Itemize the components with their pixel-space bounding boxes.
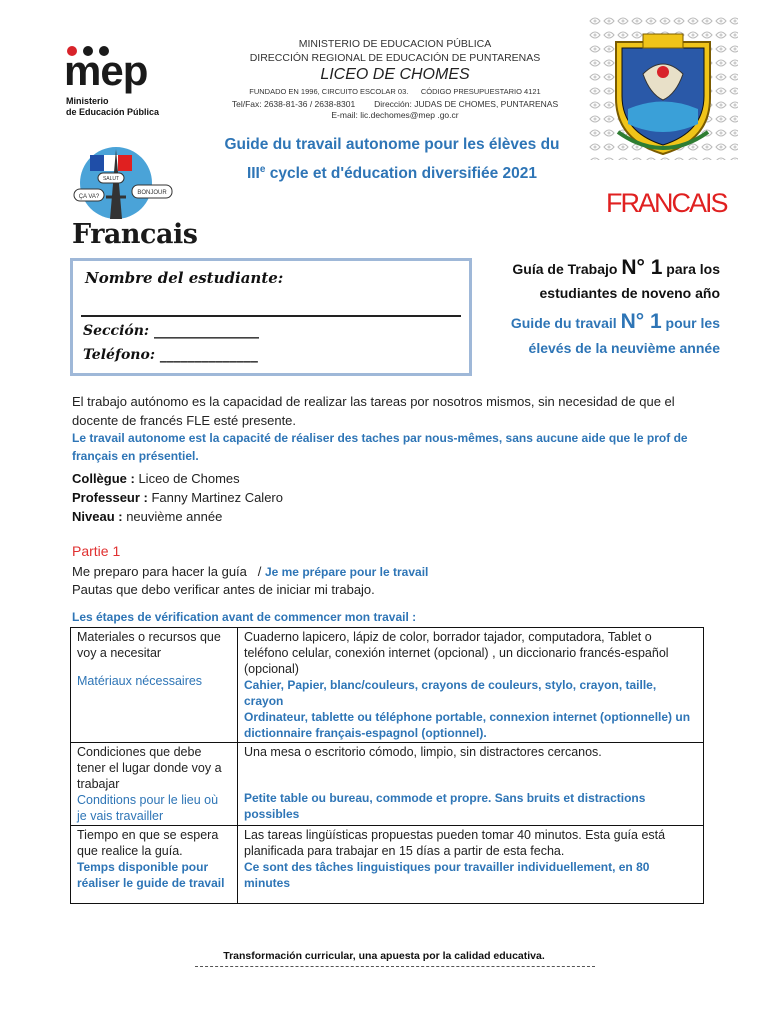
francais-logo-word: Francais xyxy=(72,219,198,250)
student-info-box xyxy=(70,258,472,376)
section-label: Sección: _______________ xyxy=(83,323,259,339)
francais-logo xyxy=(70,145,198,255)
guide-number-es: Guía de Trabajo N° 1 para los xyxy=(512,256,720,279)
bubble-ca-va: ÇA VA? xyxy=(78,194,100,200)
intro-es: El trabajo autónomo es la capacidad de realizar las tareas por nosotros mismos, sin necesidad de que el docente de francés FLE esté presente. xyxy=(72,394,675,428)
subject-title: FRANCAIS xyxy=(606,188,727,218)
guide-number-fr: Guide du travail N° 1 pour les xyxy=(510,310,720,333)
guide-audience-es: estudiantes de noveno año xyxy=(539,285,720,301)
eiffel-tower-icon xyxy=(70,145,186,225)
bubble-bonjour: BONJOUR xyxy=(137,190,167,196)
table-row xyxy=(71,628,704,743)
prep-line-2: Pautas que debo verificar antes de iniciar mi trabajo. xyxy=(72,582,375,597)
contact-line: Tel/Fax: 2638-81-36 / 2638-8301 Dirección: JUDAS DE CHOMES, PUNTARENAS xyxy=(231,99,559,109)
college-info: Collègue : Liceo de Chomes xyxy=(72,471,240,486)
guide-audience-fr: élevés de la neuvième année xyxy=(528,340,720,356)
bubble-salut: SALUT xyxy=(102,176,120,182)
table-cell-right: Una mesa o escritorio cómodo, limpio, sin distractores cercanos. Petite table ou bureau, commode et propre. Sans bruits et distractions possibles xyxy=(238,743,704,826)
verification-table xyxy=(70,627,704,904)
table-row xyxy=(71,743,704,826)
mep-logo-word: mep xyxy=(64,47,148,94)
table-cell-left: Tiempo en que se espera que realice la guía. Temps disponible pour réaliser le guide de travail xyxy=(71,826,238,904)
table-cell-left: Materiales o recursos que voy a necesitar Matériaux nécessaires xyxy=(71,628,238,743)
mep-logo-subtitle: Ministerio de Educación Pública xyxy=(66,96,160,117)
prep-line: Me preparo para hacer la guía / Je me prépare pour le travail xyxy=(72,564,429,579)
guide-title-line-2: IIIe cycle et d'éducation diversifiée 2021 xyxy=(246,164,538,183)
table-row xyxy=(71,826,704,904)
student-name-line xyxy=(81,315,461,317)
footer-text: Transformación curricular, una apuesta por la calidad educativa. xyxy=(223,950,545,962)
partie-title: Partie 1 xyxy=(72,543,121,559)
email-line: E-mail: lic.dechomes@mep .go.cr xyxy=(331,110,459,120)
level-info: Niveau : neuvième année xyxy=(72,509,223,524)
intro-fr: Le travail autonome est la capacité de réaliser des taches par nous-mêmes, sans aucune aide que le prof de français en présentiel. xyxy=(72,431,688,463)
table-cell-right: Cuaderno lapicero, lápiz de color, borrador tajador, computadora, Tablet o teléfono celular, conexión internet (opcional) , un diccionario francés-español (opcional) Cahier, Papier, blanc/couleurs, crayons de couleurs, stylo, crayon, taille, crayon Ordinateur, tablette ou téléphone portable, connexion internet (optionnelle) un dictionnaire français-espagnol (optionnel). xyxy=(238,628,704,743)
regional-direction-line: DIRECCIÓN REGIONAL DE EDUCACIÓN DE PUNTARENAS xyxy=(249,52,541,64)
mep-logo xyxy=(64,44,174,124)
school-name: LICEO DE CHOMES xyxy=(320,66,470,83)
guide-title-line-1: Guide du travail autonome pour les élèves du xyxy=(224,136,560,153)
ministry-line: MINISTERIO DE EDUCACION PÚBLICA xyxy=(298,38,492,50)
etapes-heading: Les étapes de vérification avant de commencer mon travail : xyxy=(72,610,417,624)
student-name-label: Nombre del estudiante: xyxy=(85,269,284,287)
footer-divider xyxy=(195,966,595,967)
founded-line: FUNDADO EN 1996, CIRCUITO ESCOLAR 03. CÓDIGO PRESUPUESTARIO 4121 xyxy=(249,87,541,96)
professor-info: Professeur : Fanny Martinez Calero xyxy=(72,490,283,505)
table-cell-right: Las tareas lingüísticas propuestas pueden tomar 40 minutos. Esta guía está planificada para trabajar en 15 días a partir de esta fecha. Ce sont des tâches linguistiques pour travailler individuellement, en 80 minutes xyxy=(238,826,704,904)
table-cell-left: Condiciones que debe tener el lugar donde voy a trabajar Conditions pour le lieu où je vais travailler xyxy=(71,743,238,826)
school-crest-icon xyxy=(588,14,738,160)
phone-label: Teléfono: ______________ xyxy=(83,347,258,363)
